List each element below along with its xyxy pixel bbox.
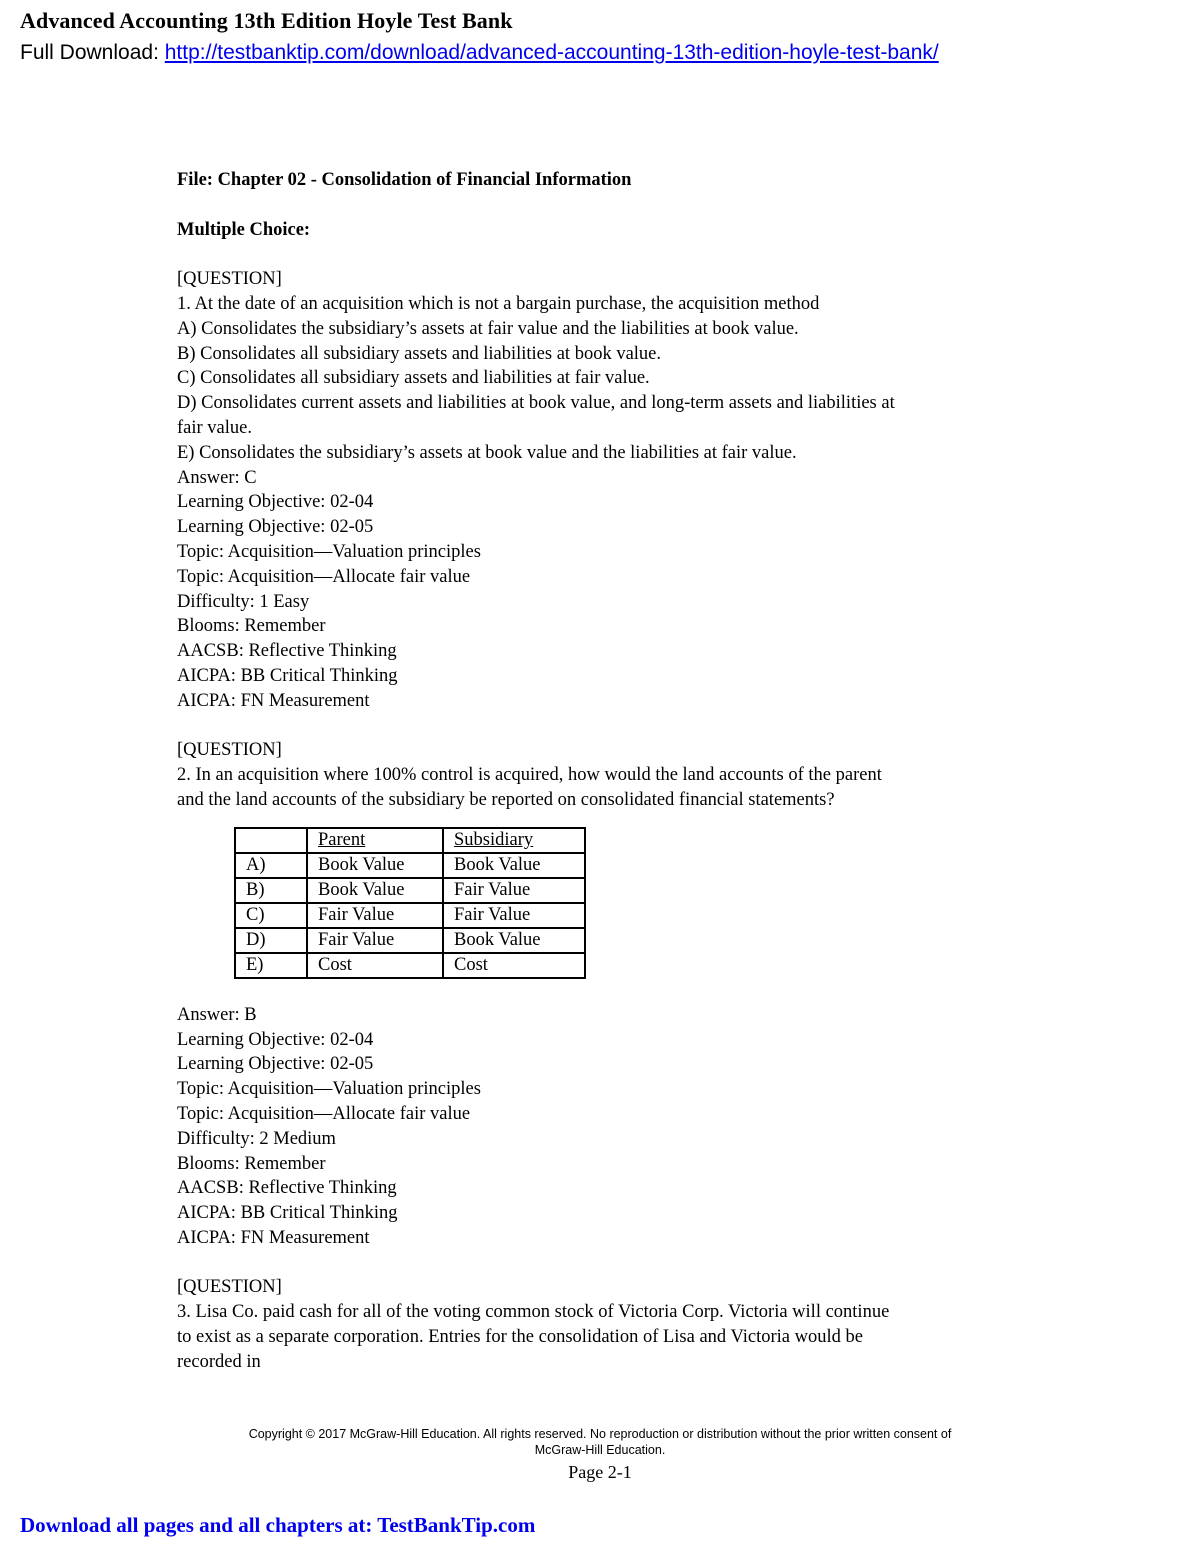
meta-line: Difficulty: 1 Easy — [177, 591, 310, 612]
table-cell: Fair Value — [307, 928, 443, 953]
question-tag: [QUESTION] — [177, 740, 282, 761]
question-block-1 — [177, 267, 1037, 713]
table-row — [235, 903, 585, 928]
answer-option: C) Consolidates all subsidiary assets and liabilities at fair value. — [177, 368, 650, 389]
answer-option: A) Consolidates the subsidiary’s assets at fair value and the liabilities at book value. — [177, 318, 799, 339]
header-title: Advanced Accounting 13th Edition Hoyle Test Bank — [20, 8, 513, 33]
meta-line: AACSB: Reflective Thinking — [177, 1178, 397, 1199]
table-cell: Book Value — [307, 878, 443, 903]
table-cell: E) — [235, 953, 307, 978]
question-stem: 3. Lisa Co. paid cash for all of the voting common stock of Victoria Corp. Victoria will continue — [177, 1302, 890, 1323]
meta-line: Learning Objective: 02-05 — [177, 1054, 374, 1075]
question-stem: 2. In an acquisition where 100% control is acquired, how would the land accounts of the parent — [177, 765, 882, 786]
copyright-line: McGraw-Hill Education. — [534, 1443, 666, 1457]
answer-option: B) Consolidates all subsidiary assets and liabilities at book value. — [177, 343, 662, 364]
question-stem-continued: to exist as a separate corporation. Entries for the consolidation of Lisa and Victoria would be — [177, 1327, 863, 1348]
question-stem-continued: and the land accounts of the subsidiary be reported on consolidated financial statements? — [177, 789, 835, 810]
meta-line: Difficulty: 2 Medium — [177, 1128, 336, 1149]
meta-line: Topic: Acquisition—Allocate fair value — [177, 566, 471, 587]
table-cell: Fair Value — [443, 878, 585, 903]
copyright-line: Copyright © 2017 McGraw-Hill Education. All rights reserved. No reproduction or distribution without the prior written consent of — [248, 1427, 952, 1441]
table-row — [235, 953, 585, 978]
table-header-cell — [235, 828, 307, 853]
table-cell: A) — [235, 853, 307, 878]
table-header-subsidiary: Subsidiary — [443, 828, 585, 853]
meta-line: Blooms: Remember — [177, 1153, 326, 1174]
table-row — [235, 853, 585, 878]
table-cell: Book Value — [443, 853, 585, 878]
table-cell: C) — [235, 903, 307, 928]
answer-key: Answer: C — [177, 467, 257, 488]
table-cell: Cost — [443, 953, 585, 978]
answer-option: E) Consolidates the subsidiary’s assets at book value and the liabilities at fair value. — [177, 442, 797, 463]
answer-options-table — [234, 827, 586, 979]
table-row — [235, 878, 585, 903]
meta-line: AICPA: FN Measurement — [177, 690, 370, 711]
document-body — [177, 168, 1037, 1375]
table-cell: Book Value — [307, 853, 443, 878]
table-header-row — [235, 828, 585, 853]
meta-line: AICPA: BB Critical Thinking — [177, 1203, 398, 1224]
answer-option-continued: fair value. — [177, 417, 252, 438]
table-cell: Cost — [307, 953, 443, 978]
question-block-2 — [177, 738, 1037, 1250]
table-cell: B) — [235, 878, 307, 903]
page-number: Page 2-1 — [568, 1462, 632, 1482]
question-stem-continued: recorded in — [177, 1351, 261, 1372]
meta-line: Topic: Acquisition—Valuation principles — [177, 541, 481, 562]
question-tag: [QUESTION] — [177, 1277, 282, 1298]
table-cell: Fair Value — [307, 903, 443, 928]
table-cell: Fair Value — [443, 903, 585, 928]
copyright-notice — [0, 1426, 1200, 1458]
header-download-line — [20, 41, 939, 65]
table-header-parent: Parent — [307, 828, 443, 853]
file-heading: File: Chapter 02 - Consolidation of Financial Information — [177, 170, 632, 190]
table-cell: Book Value — [443, 928, 585, 953]
meta-line: AACSB: Reflective Thinking — [177, 641, 397, 662]
meta-line: AICPA: FN Measurement — [177, 1227, 370, 1248]
meta-line: Learning Objective: 02-04 — [177, 492, 374, 513]
answer-key: Answer: B — [177, 1004, 257, 1025]
table-cell: D) — [235, 928, 307, 953]
meta-line: Blooms: Remember — [177, 616, 326, 637]
section-heading: Multiple Choice: — [177, 219, 311, 240]
question-block-3 — [177, 1275, 1037, 1374]
meta-line: Learning Objective: 02-04 — [177, 1029, 374, 1050]
meta-line: Learning Objective: 02-05 — [177, 517, 374, 538]
meta-line: Topic: Acquisition—Allocate fair value — [177, 1103, 471, 1124]
question-tag: [QUESTION] — [177, 269, 282, 290]
answer-option: D) Consolidates current assets and liabilities at book value, and long-term assets and liabilities at — [177, 393, 895, 414]
meta-line: AICPA: BB Critical Thinking — [177, 665, 398, 686]
meta-line: Topic: Acquisition—Valuation principles — [177, 1079, 481, 1100]
download-label: Full Download: — [20, 41, 159, 64]
question-stem: 1. At the date of an acquisition which is not a bargain purchase, the acquisition method — [177, 293, 820, 314]
download-link[interactable]: http://testbanktip.com/download/advanced-accounting-13th-edition-hoyle-test-bank/ — [164, 41, 939, 64]
download-all-banner[interactable]: Download all pages and all chapters at: TestBankTip.com — [20, 1513, 536, 1537]
table-row — [235, 928, 585, 953]
